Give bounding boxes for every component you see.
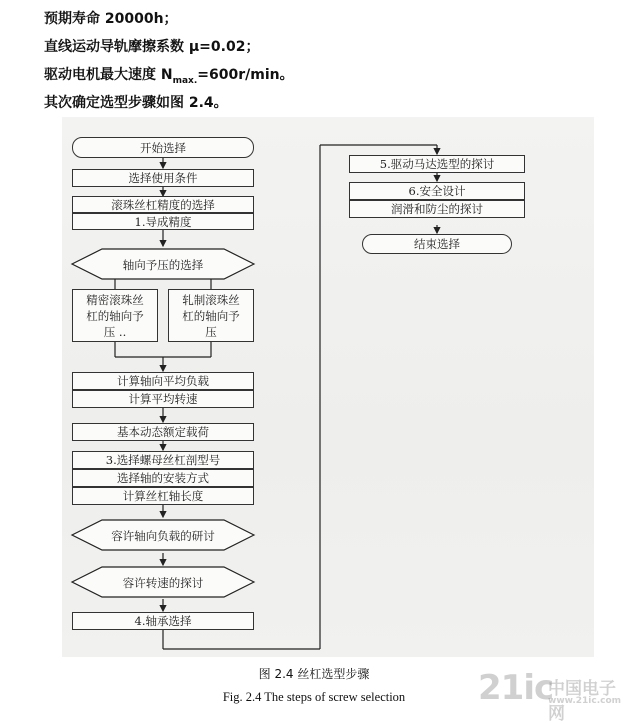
flow-preload-select: 轴向予压的选择: [122, 258, 204, 272]
text-motor-speed: 驱动电机最大速度 $N_{max.}=600r/\min$。: [44, 67, 294, 86]
figure-caption-en: Fig. 2.4 The steps of screw selection: [222, 690, 406, 704]
flow-lube: 润滑和防尘的探讨: [349, 200, 525, 218]
flow-shaft-length: 计算丝杠轴长度: [72, 487, 254, 505]
flow-mount-method: 选择轴的安装方式: [72, 469, 254, 487]
flow-precision-select: 滚珠丝杠精度的选择: [72, 196, 254, 213]
flow-rolled-preload: 轧制滚珠丝 杠的轴向予 压: [168, 289, 254, 342]
flow-basic-load: 基本动态额定载荷: [72, 423, 254, 441]
text-friction: 直线运动导轨摩擦系数 μ=0.02；: [44, 39, 260, 55]
text-life: 预期寿命 20000h；: [44, 11, 178, 27]
flow-bearing: 4.轴承选择: [72, 612, 254, 630]
flowchart-figure: [62, 117, 594, 657]
flow-allow-load: 容许轴向负载的研讨: [111, 529, 215, 543]
flow-safety: 6.安全设计: [349, 182, 525, 200]
flow-start: 开始选择: [72, 137, 254, 158]
flow-nut-model: 3.选择螺母丝杠剖型号: [72, 451, 254, 469]
flow-conditions: 选择使用条件: [72, 169, 254, 187]
text-steps-intro: 其次确定选型步骤如图 2.4。: [44, 95, 228, 111]
flow-avg-speed: 计算平均转速: [72, 390, 254, 408]
flow-motor: 5.驱动马达选型的探讨: [349, 155, 525, 173]
watermark-logo: 21ic 中国电子网 www.21ic.com: [478, 668, 622, 724]
flow-precision-preload: 精密滚珠丝 杠的轴向予 压 ..: [72, 289, 158, 342]
flow-lead-precision: 1.导成精度: [72, 213, 254, 230]
flow-avg-load: 计算轴向平均负载: [72, 372, 254, 390]
flow-end: 结束选择: [362, 234, 512, 254]
figure-caption-cn: 图 2.4 丝杠选型步骤: [258, 667, 370, 681]
flow-allow-speed: 容许转速的探讨: [122, 576, 204, 590]
